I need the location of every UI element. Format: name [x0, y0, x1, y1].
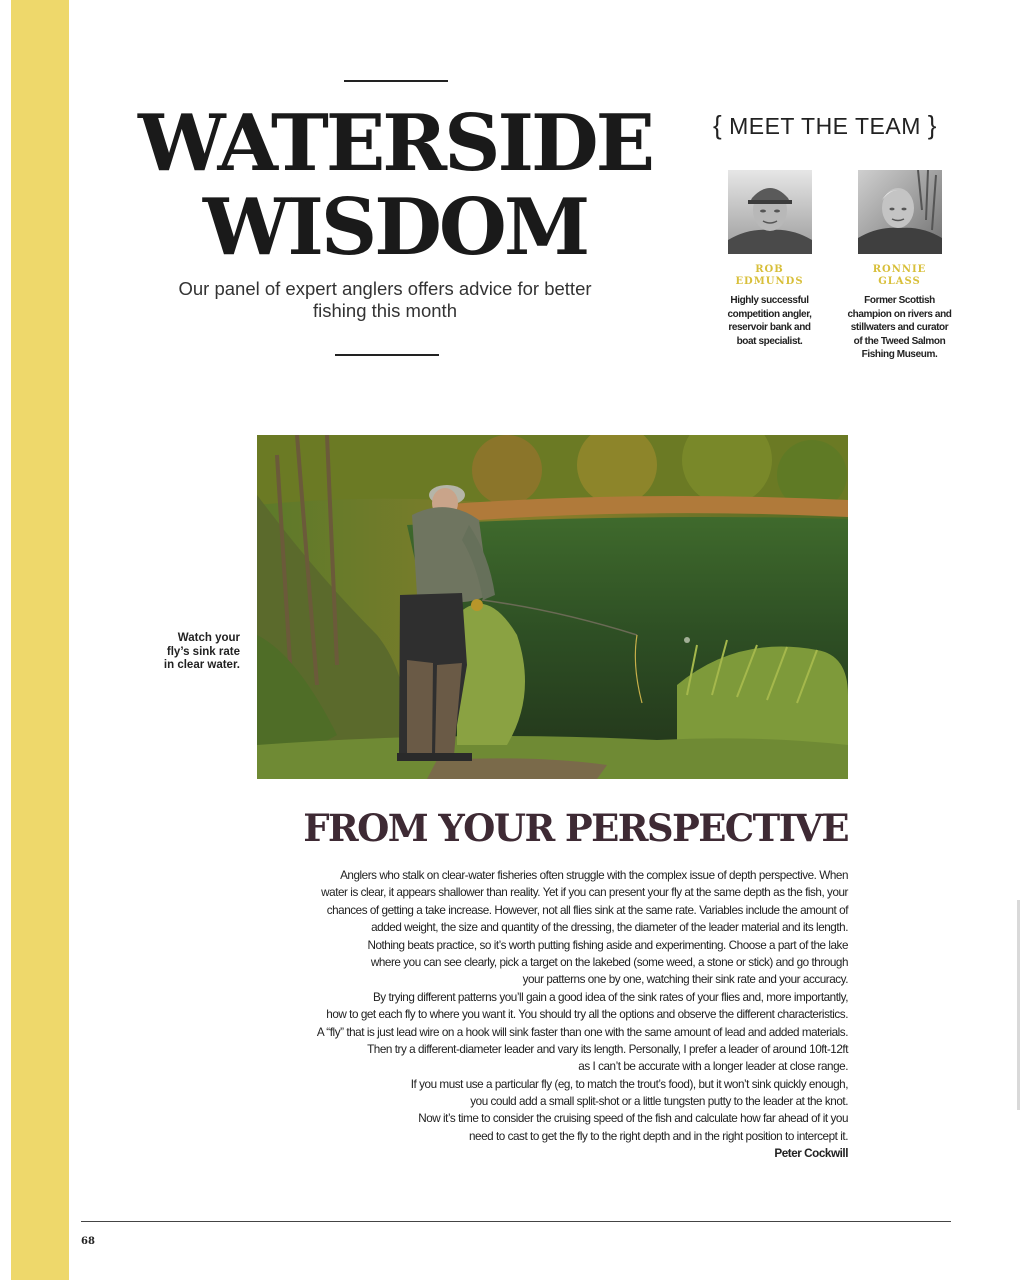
bio-line: of the Tweed Salmon — [853, 335, 946, 347]
portrait-ronnie-glass — [858, 170, 942, 254]
body-line: as I can’t be accurate with a longer leader at close range. — [578, 1060, 848, 1074]
meet-the-team-heading — [700, 110, 950, 141]
portrait-rob-edmunds — [728, 170, 812, 254]
body-line: you could add a small split-shot or a little tungsten putty to the leader at the knot. — [470, 1095, 848, 1109]
caption-line: Watch your — [177, 632, 240, 644]
body-line: water is clear, it appears shallower than reality. Yet if you can present your fly at the same depth as the fish, your — [321, 886, 848, 900]
member-bio — [842, 294, 957, 362]
body-line: A “fly” that is just lead wire on a hook will sink faster than one with the same amount of lead and added materials. — [316, 1025, 848, 1039]
bio-line: champion on rivers and — [847, 308, 952, 320]
caption-line: fly’s sink rate — [166, 645, 240, 658]
standfirst-rule — [335, 354, 439, 356]
bio-line: competition angler, — [727, 308, 812, 320]
member-first-name: ROB — [755, 264, 784, 275]
headline-rule-top — [344, 80, 448, 82]
photo-caption — [130, 632, 240, 673]
angler-lake-photo — [257, 435, 848, 779]
headline-line-1: WATERSIDE — [137, 98, 653, 189]
member-last-name: EDMUNDS — [735, 276, 804, 287]
bio-line: Highly successful — [730, 295, 809, 306]
brace-open: { — [713, 110, 723, 140]
headline-line-2: WISDOM — [202, 182, 588, 273]
team-member-rob-edmunds — [712, 170, 827, 348]
body-line: chances of getting a take increase. However, not all flies sink at the same rate. Variables include the amount of — [326, 903, 848, 917]
team-member-ronnie-glass — [842, 170, 957, 362]
member-name — [712, 264, 827, 288]
body-line: Anglers who stalk on clear-water fisheries often struggle with the complex issue of depth perspective. When — [340, 869, 848, 882]
body-line: Then try a different-diameter leader and vary its length. Personally, I prefer a leader of around 10ft-12ft — [367, 1042, 848, 1056]
headline — [130, 98, 660, 273]
standfirst: Our panel of expert anglers offers advice for better fishing this month — [178, 278, 592, 321]
article-body — [230, 867, 848, 1163]
body-line: where you can see clearly, pick a target on the lakebed (some weed, a stone or stick) and go through — [370, 955, 848, 969]
member-last-name: GLASS — [878, 276, 921, 287]
bio-line: Former Scottish — [864, 295, 935, 306]
body-line: how to get each fly to where you want it. You should try all the options and observe the different characteristics. — [326, 1008, 848, 1022]
body-line: By trying different patterns you’ll gain a good idea of the sink rates of your flies and, more importantly, — [372, 990, 848, 1004]
body-line: need to cast to get the fly to the right depth and in the right position to intercept it. — [468, 1129, 848, 1143]
footer-rule — [81, 1221, 951, 1222]
yellow-side-band — [11, 0, 69, 1280]
member-name — [842, 264, 957, 288]
section-title: FROM YOUR PERSPECTIVE — [303, 806, 848, 850]
meet-the-team-label: MEET THE TEAM — [729, 113, 921, 139]
bio-line: reservoir bank and — [728, 322, 811, 333]
member-first-name: RONNIE — [872, 264, 927, 275]
bio-line: boat specialist. — [736, 335, 803, 347]
author-byline: Peter Cockwill — [774, 1147, 848, 1161]
caption-line: in clear water. — [163, 659, 240, 671]
body-line: your patterns one by one, watching their sink rate and your accuracy. — [522, 973, 848, 987]
body-line: added weight, the size and quantity of the dressing, the diameter of the leader material and its length. — [371, 921, 848, 935]
page-number: 68 — [81, 1236, 95, 1247]
body-line: Nothing beats practice, so it’s worth putting fishing aside and experimenting. Choose a part of the lake — [367, 938, 848, 952]
bio-line: Fishing Museum. — [861, 349, 938, 360]
body-line: If you must use a particular fly (eg, to match the trout’s food), but it won’t sink quickly enough, — [410, 1077, 848, 1091]
bio-line: stillwaters and curator — [850, 322, 949, 333]
brace-close: } — [927, 110, 937, 140]
body-line: Now it’s time to consider the cruising speed of the fish and calculate how far ahead of it you — [418, 1112, 848, 1126]
member-bio — [712, 294, 827, 348]
